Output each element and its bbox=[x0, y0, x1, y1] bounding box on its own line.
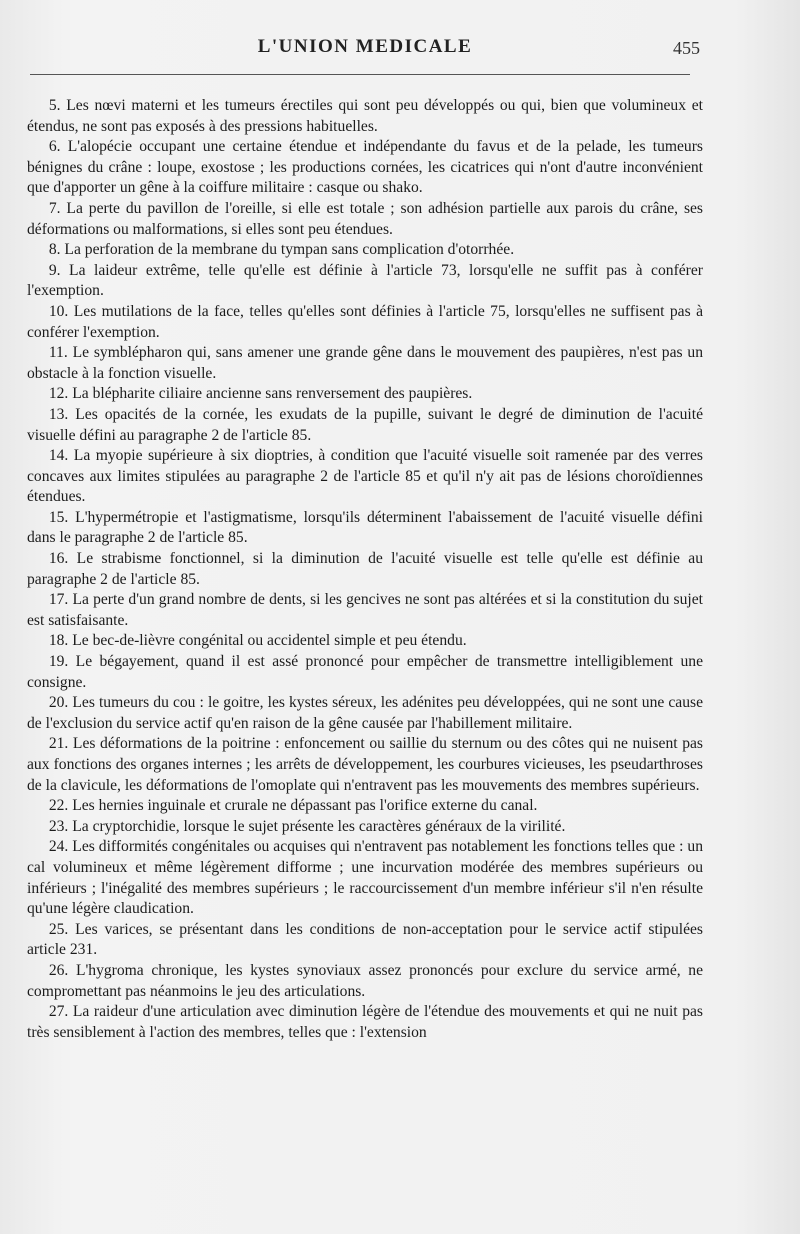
paragraph-21: 21. Les déformations de la poitrine : enfoncement ou saillie du sternum ou des côtes qui ne nuisent pas aux fonctions des organes internes ; les arrêts de développement, les courbures vicieuses, les pseudarthroses de la clavicule, les déformations de l'omoplate qui n'entravent pas les mouvements des membres supérieurs. bbox=[27, 735, 703, 794]
paragraph-18: 18. Le bec-de-lièvre congénital ou accidentel simple et peu étendu. bbox=[48, 632, 467, 650]
paragraph-27: 27. La raideur d'une articulation avec diminution légère de l'étendue des mouvements et qui ne nuit pas très sensiblement à l'action des membres, telles que : l'extension bbox=[27, 1003, 703, 1041]
paragraph-20: 20. Les tumeurs du cou : le goitre, les kystes séreux, les adénites peu développées, qui ne sont une cause de l'exclusion du service actif qu'en raison de la gêne causée par l'habillement militaire. bbox=[27, 694, 703, 732]
article-body bbox=[27, 96, 703, 1043]
paragraph-7: 7. La perte du pavillon de l'oreille, si elle est totale ; son adhésion partielle aux parois du crâne, ses déformations ou malformations, si elles sont peu étendues. bbox=[27, 199, 703, 238]
paragraph-9: 9. La laideur extrême, telle qu'elle est définie à l'article 73, lorsqu'elle ne suffit pas à conférer l'exemption. bbox=[27, 261, 703, 300]
paragraph-15: 15. L'hypermétropie et l'astigmatisme, lorsqu'ils déterminent l'abaissement de l'acuité visuelle défini dans le paragraphe 2 de l'article 85. bbox=[27, 508, 703, 547]
paragraph-22: 22. Les hernies inguinale et crurale ne dépassant pas l'orifice externe du canal. bbox=[48, 797, 538, 815]
paragraph-8: 8. La perforation de la membrane du tympan sans complication d'otorrhée. bbox=[48, 241, 515, 259]
running-title: L'UNION MEDICALE bbox=[257, 36, 473, 57]
paragraph-5: 5. Les nœvi materni et les tumeurs érectiles qui sont peu développés ou qui, bien que volumineux et étendus, ne sont pas exposés à des pressions habituelles. bbox=[27, 97, 703, 135]
paragraph-14: 14. La myopie supérieure à six dioptries, à condition que l'acuité visuelle soit ramenée par des verres concaves aux limites stipulées au paragraphe 2 de l'article 85 et qu'il n'y ait pas de lésions choroïdiennes étendues. bbox=[27, 447, 703, 506]
paragraph-25: 25. Les varices, se présentant dans les conditions de non-acceptation pour le service actif stipulées article 231. bbox=[27, 920, 703, 959]
paragraph-17: 17. La perte d'un grand nombre de dents, si les gencives ne sont pas altérées et si la constitution du sujet est satisfaisante. bbox=[27, 591, 703, 629]
page-header bbox=[30, 36, 700, 66]
paragraph-11: 11. Le symblépharon qui, sans amener une grande gêne dans le mouvement des paupières, n'est pas un obstacle à la fonction visuelle. bbox=[27, 344, 703, 382]
paragraph-19: 19. Le bégayement, quand il est assé prononcé pour empêcher de transmettre intelligiblement une consigne. bbox=[27, 653, 703, 691]
header-rule bbox=[30, 74, 690, 75]
paragraph-23: 23. La cryptorchidie, lorsque le sujet présente les caractères généraux de la virilité. bbox=[48, 817, 566, 835]
paragraph-10: 10. Les mutilations de la face, telles qu'elles sont définies à l'article 75, lorsqu'elles ne suffisent pas à conférer l'exemption. bbox=[27, 302, 703, 341]
paragraph-13: 13. Les opacités de la cornée, les exudats de la pupille, suivant le degré de diminution de l'acuité visuelle défini au paragraphe 2 de l'article 85. bbox=[27, 405, 703, 444]
paragraph-16: 16. Le strabisme fonctionnel, si la diminution de l'acuité visuelle est telle qu'elle est définie au paragraphe 2 de l'article 85. bbox=[27, 550, 703, 588]
paragraph-12: 12. La blépharite ciliaire ancienne sans renversement des paupières. bbox=[48, 385, 473, 403]
paragraph-26: 26. L'hygroma chronique, les kystes synoviaux assez prononcés pour exclure du service armé, ne compromettant pas néanmoins le jeu des articulations. bbox=[27, 961, 703, 1000]
page-number: 455 bbox=[673, 38, 700, 58]
paragraph-6: 6. L'alopécie occupant une certaine étendue et indépendante du favus et de la pelade, les tumeurs bénignes du crâne : loupe, exostose ; les productions cornées, les cicatrices qui n'ont d'autre inconvénient que d'apporter un gêne à la coiffure militaire : casque ou shako. bbox=[27, 138, 703, 197]
paragraph-24: 24. Les difformités congénitales ou acquises qui n'entravent pas notablement les fonctions telles que : un cal volumineux et même légèrement difforme ; une incurvation modérée des membres supérieurs ou inférieurs ; l'inégalité des membres supérieurs ; le raccourcissement d'un membre inférieur s'il n'en résulte qu'une légère claudication. bbox=[27, 838, 703, 918]
